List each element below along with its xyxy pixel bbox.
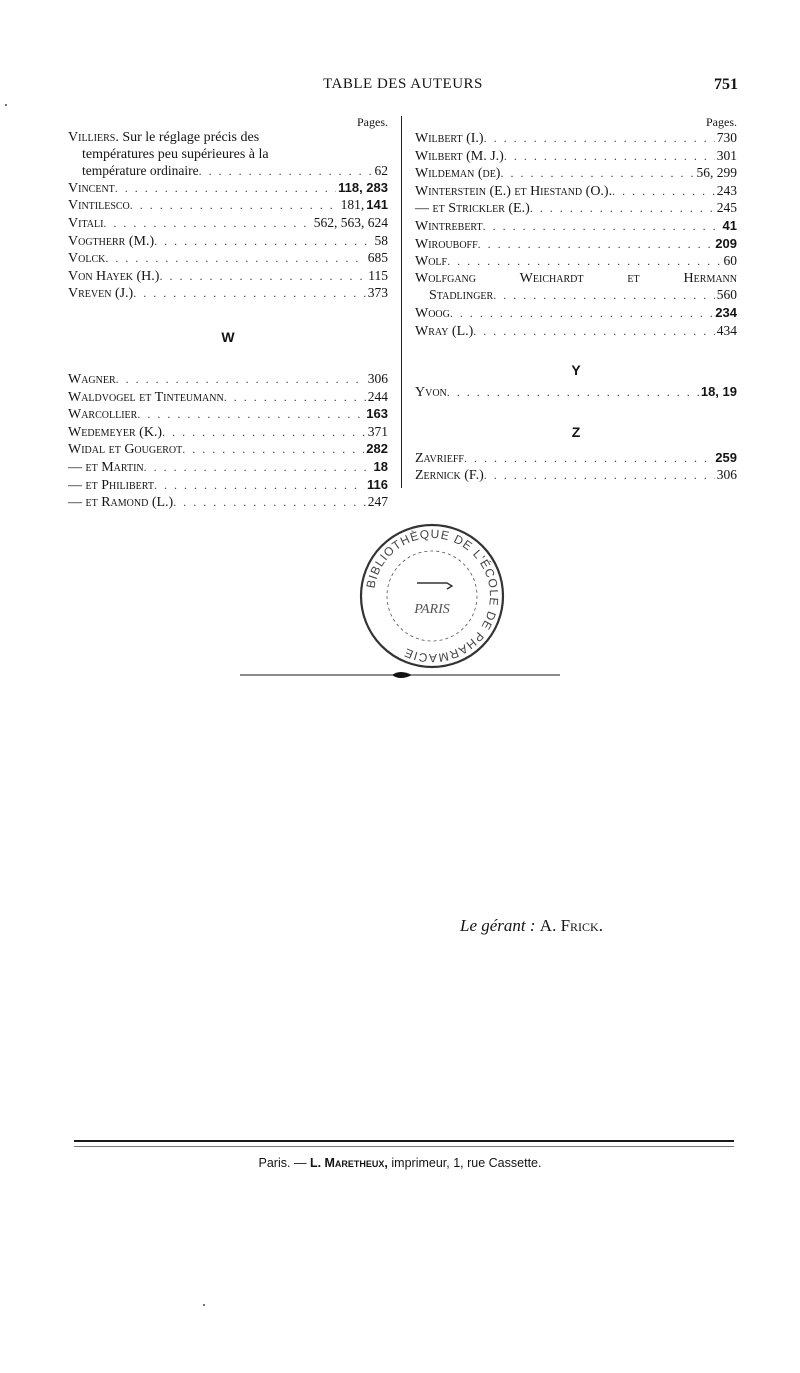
- entry-wolfgang: [415, 271, 737, 288]
- entry-name: Wirouboff: [415, 236, 478, 252]
- entry-name: — et Philibert: [68, 477, 154, 493]
- dot-leader: [173, 494, 366, 511]
- page-number: 751: [714, 76, 738, 93]
- entry-pages: 245: [716, 200, 737, 216]
- dot-leader: [447, 384, 699, 401]
- entries-w-list: [68, 371, 388, 512]
- dot-leader: [504, 148, 715, 165]
- entry-pages: 56, 299: [696, 165, 737, 181]
- entry-pages: 41: [722, 217, 737, 233]
- footer-rule-thick: [74, 1140, 734, 1142]
- running-header: [68, 76, 738, 98]
- entry-pages: 60: [723, 253, 737, 269]
- dot-leader: [199, 163, 373, 180]
- dot-leader: [162, 424, 366, 441]
- entry-pages: 560: [716, 287, 737, 303]
- entry-pages: 58: [374, 232, 388, 248]
- entry-name: Zavrieff: [415, 450, 464, 466]
- dot-leader: [483, 218, 721, 235]
- dot-leader: [154, 477, 365, 494]
- dot-leader: [464, 450, 713, 467]
- right-column: [415, 114, 737, 485]
- printer-suffix: imprimeur, 1, rue Cassette.: [391, 1156, 542, 1170]
- index-entry: [415, 450, 737, 468]
- stamp-arrow-mark: [417, 583, 452, 589]
- dot-leader: [500, 165, 694, 182]
- index-entry: [68, 477, 388, 495]
- section-letter-y: Y: [571, 362, 581, 379]
- scan-speck: [203, 1304, 205, 1306]
- index-entry: [415, 165, 737, 183]
- entry-name: Wilbert (M. J.): [415, 148, 504, 164]
- index-entry: [415, 467, 737, 485]
- index-entry: [415, 200, 737, 218]
- scan-speck: [5, 104, 7, 106]
- dot-leader: [105, 250, 365, 267]
- entry-name: Woog: [415, 305, 450, 321]
- entry-pages: 209: [715, 235, 737, 251]
- entry-name: Waldvogel et Tinteumann: [68, 389, 224, 405]
- entry-pages: 115: [368, 267, 388, 283]
- entry-wolfgang-tail: [415, 287, 737, 305]
- entries-v-list: [68, 180, 388, 303]
- entry-pages: 244: [367, 388, 388, 404]
- dot-leader: [493, 287, 715, 304]
- entry-villiers-tail: [68, 163, 388, 180]
- entry-pages: 306: [367, 370, 388, 386]
- entries-w-list: [415, 130, 737, 271]
- entry-pages: 18, 19: [700, 384, 737, 400]
- dot-leader: [116, 371, 366, 388]
- entries-z-list: [415, 450, 737, 485]
- signature-line: [460, 916, 603, 936]
- index-entry: [68, 285, 388, 303]
- entry-name: Wildeman (de): [415, 166, 501, 182]
- signature-label: Le gérant :: [460, 916, 536, 935]
- entry-pages: 163: [366, 406, 388, 422]
- index-entry: [68, 441, 388, 459]
- dot-leader: [530, 200, 715, 217]
- entry-name: Wolfgang Weichardt et Hermann: [415, 270, 737, 286]
- dot-leader: [484, 130, 715, 147]
- entry-name: Vincent: [68, 180, 115, 196]
- index-entry: [68, 215, 388, 233]
- entry-villiers: [68, 130, 388, 147]
- index-entry: [68, 250, 388, 268]
- dot-leader: [224, 389, 366, 406]
- index-entry: [415, 305, 737, 323]
- dot-leader: [159, 268, 366, 285]
- index-entry: [68, 406, 388, 424]
- entry-pages: 141: [366, 197, 388, 213]
- entry-pages: 116: [367, 476, 388, 492]
- entry-name: Wray (L.): [415, 323, 474, 339]
- dot-leader: [103, 215, 311, 232]
- entry-pages: 685: [367, 250, 388, 266]
- dot-leader: [154, 233, 372, 250]
- section-letter-z: Z: [571, 423, 581, 440]
- entry-name: Winterstein (E.) et Hiestand (O.).: [415, 183, 613, 199]
- printer-prefix: Paris. —: [258, 1156, 307, 1170]
- index-entry: [68, 424, 388, 442]
- dot-leader: [133, 285, 366, 302]
- dot-leader: [473, 323, 714, 340]
- index-entry: [68, 180, 388, 198]
- entry-name: — et Strickler (E.): [415, 201, 530, 217]
- entry-name: — et Ramond (L.): [68, 495, 174, 511]
- entry-name: Von Hayek (H.): [68, 268, 160, 284]
- dot-leader: [115, 180, 336, 197]
- entry-pages: 259: [715, 449, 737, 465]
- entry-name: Wagner: [68, 371, 116, 387]
- entry-pages: 306: [716, 467, 737, 483]
- entry-pages: 234: [715, 304, 737, 320]
- entry-name: Wintrebert: [415, 218, 483, 234]
- entry-name: Zernick (F.): [415, 468, 484, 484]
- entry-pages: 730: [716, 130, 737, 145]
- entry-name: Villiers.: [68, 130, 119, 145]
- index-entry: [68, 389, 388, 407]
- dot-leader: [137, 406, 364, 423]
- ornamental-rule: [240, 668, 560, 682]
- entry-name: Wilbert (I.): [415, 131, 484, 146]
- dot-leader: [478, 236, 714, 253]
- entry-name: Vintilesco: [68, 198, 130, 214]
- index-entry: [68, 371, 388, 389]
- dot-leader: [612, 183, 715, 200]
- dot-leader: [447, 253, 721, 270]
- printer-name: L. Maretheux,: [309, 1156, 388, 1170]
- dot-leader: [144, 459, 372, 476]
- index-entry: [68, 233, 388, 251]
- index-entry: [68, 197, 388, 215]
- entry-name: Warcollier: [68, 407, 138, 423]
- entry-text-line3: température ordinaire: [82, 163, 199, 179]
- entry-pages: 247: [367, 494, 388, 510]
- entry-pages: 371: [367, 423, 388, 439]
- entry-name: Wolf: [415, 254, 448, 270]
- entry-name: Vreven (J.): [68, 286, 134, 302]
- entry-pages: 434: [716, 322, 737, 338]
- entry-text-line1: Sur le réglage précis des: [122, 130, 260, 145]
- pages-label-left: Pages.: [357, 115, 388, 129]
- entry-pages: 373: [367, 285, 388, 301]
- entry-name: Vitali: [68, 215, 104, 231]
- entry-pages: 562, 563, 624: [313, 214, 388, 230]
- index-entry: [415, 218, 737, 236]
- dot-leader: [130, 197, 339, 214]
- index-entry: [415, 130, 737, 148]
- svg-text:BIBLIOTHÈQUE DE L'ÉCOLE DE PHA: [364, 527, 502, 665]
- entry-pages-pre: 181,: [340, 197, 365, 213]
- entry-pages: 118, 283: [338, 179, 388, 195]
- entry-pages: 243: [716, 182, 737, 198]
- entries-y-list: [415, 384, 737, 402]
- index-entry: [415, 384, 737, 402]
- pages-label-right: Pages.: [706, 115, 737, 129]
- entry-name: — et Martin: [68, 459, 144, 475]
- dot-leader: [450, 305, 713, 322]
- left-column: [68, 114, 388, 512]
- footer-rule-thin: [74, 1146, 734, 1147]
- entries-w2-list: [415, 305, 737, 340]
- column-divider: [401, 116, 402, 488]
- entry-name: Widal et Gougerot: [68, 442, 183, 458]
- entry-name: Vogtherr (M.): [68, 233, 155, 249]
- dot-leader: [484, 467, 715, 484]
- index-entry: [68, 494, 388, 512]
- entry-pages: 18: [373, 458, 388, 474]
- entry-pages: 282: [366, 441, 388, 457]
- entry-name: Yvon: [415, 385, 447, 401]
- index-entry: [415, 148, 737, 166]
- entry-pages: 62: [374, 163, 388, 179]
- index-entry: [415, 236, 737, 254]
- running-title: TABLE DES AUTEURS: [323, 76, 483, 92]
- index-entry: [68, 459, 388, 477]
- printer-imprint: [0, 1156, 800, 1170]
- index-entry: [415, 183, 737, 201]
- entry-pages: 301: [716, 147, 737, 163]
- library-stamp: [357, 521, 507, 671]
- stamp-arc-text: BIBLIOTHÈQUE DE L'ÉCOLE DE PHARMACIE: [363, 526, 502, 666]
- stamp-center-text: PARIS: [414, 602, 450, 617]
- index-entry: [415, 253, 737, 271]
- entry-name: Wedemeyer (K.): [68, 424, 163, 440]
- dot-leader: [182, 441, 364, 458]
- entry-name: Stadlinger: [429, 288, 494, 304]
- index-entry: [415, 323, 737, 341]
- section-letter-w: W: [221, 328, 235, 345]
- signature-name: A. Frick.: [539, 916, 603, 935]
- index-entry: [68, 268, 388, 286]
- entry-text-line2: températures peu supérieures à la: [82, 146, 269, 162]
- entry-name: Volck: [68, 251, 106, 267]
